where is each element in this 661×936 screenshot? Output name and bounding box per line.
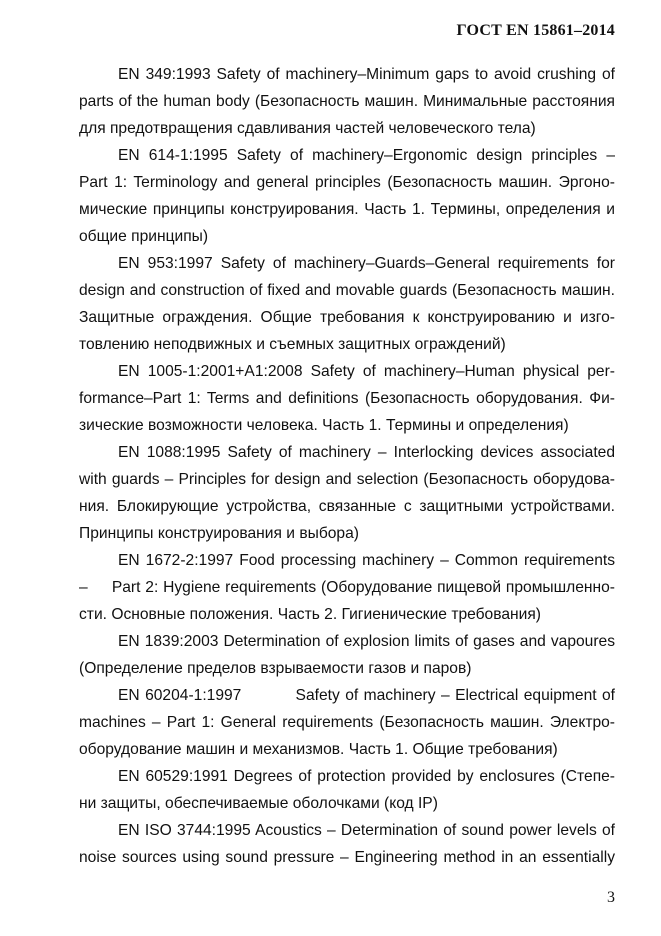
document-header: ГОСТ EN 15861–2014 (456, 22, 615, 39)
reference-line: мические принципы конструирования. Часть 1. Термины, определения и (79, 201, 615, 218)
reference-en-1088 (79, 439, 615, 547)
reference-line: Защитные ограждения. Общие требования к конструированию и изго- (79, 309, 615, 326)
reference-line: EN 1672-2:1997 Food processing machinery – Common requirements (118, 552, 615, 569)
reference-line: общие принципы) (79, 228, 209, 245)
reference-line: ния. Блокирующие устройства, связанные с защитными устройствами. (79, 498, 615, 515)
reference-line: товлению неподвижных и съемных защитных ограждений) (79, 336, 506, 353)
reference-line: Принципы конструирования и выбора) (79, 525, 359, 542)
reference-en-1672-2 (79, 547, 615, 628)
reference-en-iso-3744 (79, 817, 615, 871)
reference-line: (Определение пределов взрываемости газов и паров) (79, 660, 472, 677)
reference-line: noise sources using sound pressure – Engineering method in an essentially (79, 849, 615, 866)
reference-en-953 (79, 250, 615, 358)
reference-line: design and construction of fixed and movable guards (Безопасность машин. (79, 282, 615, 299)
reference-line: сти. Основные положения. Часть 2. Гигиенические требования) (79, 606, 541, 623)
reference-line: оборудование машин и механизмов. Часть 1. Общие требования) (79, 741, 558, 758)
reference-en-1005-1 (79, 358, 615, 439)
references-list (79, 61, 615, 871)
reference-line: – Part 2: Hygiene requirements (Оборудование пищевой промышленно- (79, 579, 615, 596)
reference-en-1839 (79, 628, 615, 682)
reference-en-60204-1 (79, 682, 615, 763)
reference-line: для предотвращения сдавливания частей человеческого тела) (79, 120, 536, 137)
reference-line: зические возможности человека. Часть 1. Термины и определения) (79, 417, 569, 434)
reference-line: EN 1088:1995 Safety of machinery – Interlocking devices associated (118, 444, 615, 461)
reference-line: EN 1839:2003 Determination of explosion limits of gases and vapoures (118, 633, 615, 650)
reference-en-349 (79, 61, 615, 142)
reference-line: machines – Part 1: General requirements (Безопасность машин. Электро- (79, 714, 615, 731)
reference-line: ни защиты, обеспечиваемые оболочками (код IP) (79, 795, 438, 812)
reference-line: EN ISO 3744:1995 Acoustics – Determination of sound power levels of (118, 822, 615, 839)
reference-line: EN 60204-1:1997 Safety of machinery – Electrical equipment of (118, 687, 615, 704)
reference-line: Part 1: Terminology and general principles (Безопасность машин. Эргоно- (79, 174, 615, 191)
page-number: 3 (607, 889, 615, 906)
reference-line: EN 953:1997 Safety of machinery–Guards–General requirements for (118, 255, 615, 272)
reference-en-614-1 (79, 142, 615, 250)
reference-line: parts of the human body (Безопасность машин. Минимальные расстояния (79, 93, 615, 110)
reference-line: formance–Part 1: Terms and definitions (Безопасность оборудования. Фи- (79, 390, 615, 407)
reference-en-60529 (79, 763, 615, 817)
reference-line: EN 1005-1:2001+A1:2008 Safety of machinery–Human physical per- (118, 363, 615, 380)
reference-line: EN 349:1993 Safety of machinery–Minimum gaps to avoid crushing of (118, 66, 615, 83)
reference-line: with guards – Principles for design and selection (Безопасность оборудова- (79, 471, 615, 488)
reference-line: EN 614-1:1995 Safety of machinery–Ergonomic design principles – (118, 147, 615, 164)
reference-line: EN 60529:1991 Degrees of protection provided by enclosures (Степе- (118, 768, 615, 785)
